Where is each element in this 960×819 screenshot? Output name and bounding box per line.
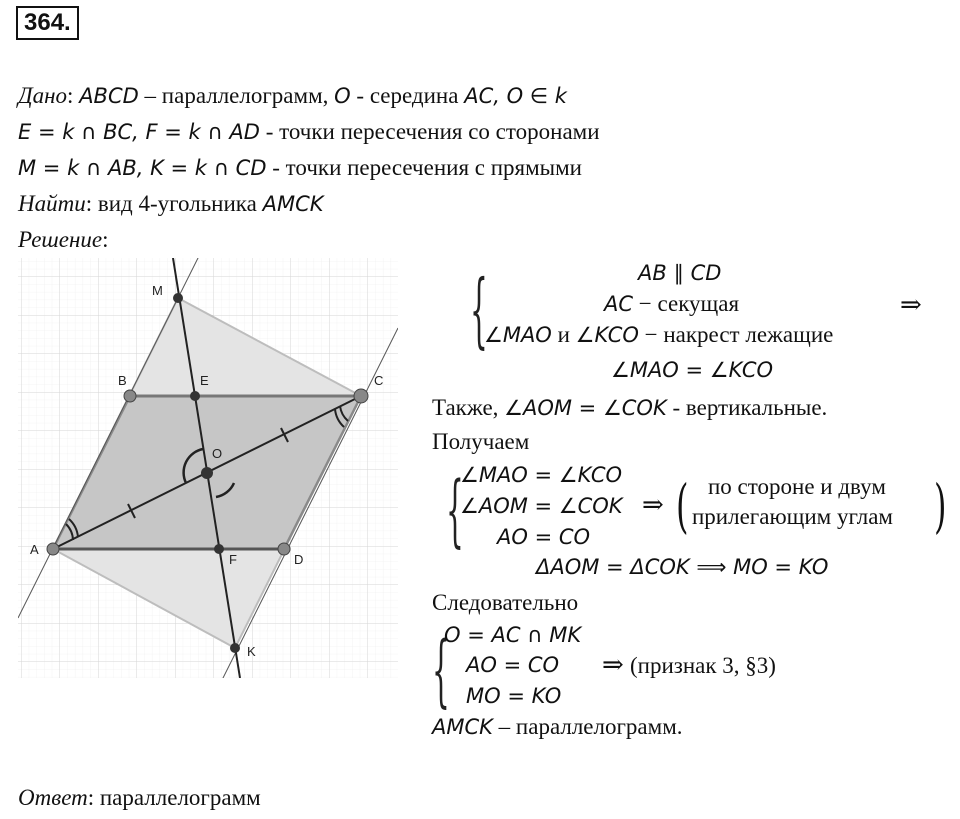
label-m: M — [152, 283, 163, 298]
reason-line2: прилегающим углам — [692, 504, 893, 529]
system1-l3a: ∠MAO — [484, 323, 552, 347]
system3-line3 — [466, 682, 561, 710]
system2-l1: ∠MAO = ∠KCO — [460, 463, 623, 487]
paren-right: ) — [934, 472, 947, 541]
label-f: F — [229, 552, 237, 567]
point-a — [47, 543, 59, 555]
system2-l2: ∠AOM = ∠COK — [460, 494, 623, 518]
brace-3: { — [432, 624, 450, 717]
label-o: O — [212, 446, 223, 461]
conclusion-math: AMCK — [432, 715, 493, 739]
point-c — [354, 389, 368, 403]
system1-line3 — [484, 321, 833, 349]
system3-l1: O = AC ∩ MK — [444, 623, 582, 647]
find-label: Найти — [18, 191, 86, 216]
label-e: E — [200, 373, 209, 388]
given-text-3: - точки пересечения со сторонами — [259, 119, 600, 144]
given-text-1: – параллелограмм, — [138, 83, 335, 108]
given-mk: M = k ∩ AB, K = k ∩ CD — [18, 156, 267, 180]
point-d — [278, 543, 290, 555]
given-line-1: Дано: ABCD – параллелограмм, O - середина AC, O ∈ k — [18, 83, 567, 108]
system1-l3d: − накрест лежащие — [638, 322, 834, 347]
label-b: B — [118, 373, 127, 388]
given-label: Дано — [18, 83, 68, 108]
system3-line2 — [466, 651, 559, 679]
reason-3: (признак 3, §3) — [630, 653, 776, 678]
solution-label: Решение — [18, 227, 103, 252]
system2-line2 — [460, 492, 623, 520]
angle-eq-math: ∠MAO = ∠KCO — [611, 358, 774, 382]
paren-left: ( — [676, 472, 689, 541]
parallelogram-figure — [18, 258, 398, 678]
solution-line: Решение: — [18, 227, 109, 252]
system1-line2 — [604, 290, 739, 318]
system1-l1: AB ∥ CD — [638, 261, 722, 285]
implies-1: ⇒ — [900, 290, 922, 319]
system1-l3c: ∠KCO — [575, 323, 639, 347]
given-ef: E = k ∩ BC, F = k ∩ AD — [18, 120, 260, 144]
system1-line1 — [638, 259, 721, 287]
also-c: - вертикальные. — [666, 395, 828, 420]
also-b: ∠AOM = ∠COK — [504, 396, 667, 420]
given-o: O — [334, 84, 351, 108]
system2-line3 — [497, 523, 590, 551]
implies-2: ⇒ — [642, 490, 664, 519]
point-o — [201, 467, 213, 479]
given-line-3 — [18, 154, 582, 182]
brace-2: { — [446, 464, 464, 557]
label-c: C — [374, 373, 384, 388]
also-line — [432, 394, 827, 422]
system1-l3b: и — [551, 322, 576, 347]
given-text-4: - точки пересечения с прямыми — [266, 155, 582, 180]
given-abcd: ABCD — [79, 84, 139, 108]
answer-label: Ответ — [18, 785, 88, 810]
system3-l3: MO = KO — [466, 684, 562, 708]
we-get: Получаем — [432, 429, 530, 454]
answer-line — [18, 784, 261, 812]
angle-equality — [611, 356, 773, 384]
system2-l3: AO = CO — [497, 525, 591, 549]
therefore: Следовательно — [432, 590, 579, 615]
system1-l2b: − секущая — [633, 291, 740, 316]
given-text-2: - середина — [350, 83, 465, 108]
system3-l2: AO = CO — [466, 653, 560, 677]
system2-line1 — [460, 461, 622, 489]
label-a: A — [30, 542, 39, 557]
system1-l2a: AC — [604, 292, 634, 316]
system3-line1 — [444, 621, 581, 649]
given-line-2 — [18, 118, 600, 146]
given-ac: AC, O ∈ k — [464, 84, 567, 108]
find-math: AMCK — [262, 192, 324, 216]
triangle-eq-math: ΔAOM = ΔCOK ⟹ MO = KO — [536, 555, 829, 579]
reason-line1: по стороне и двум — [708, 474, 886, 499]
answer-text: : параллелограмм — [87, 785, 261, 810]
point-m — [173, 293, 183, 303]
point-e — [190, 391, 200, 401]
find-line — [18, 190, 324, 218]
label-d: D — [294, 552, 304, 567]
also-a: Также, — [432, 395, 505, 420]
brace-1: { — [470, 262, 488, 358]
point-k — [230, 643, 240, 653]
label-k: K — [247, 644, 256, 659]
conclusion — [432, 713, 683, 741]
find-text: : вид 4-угольника — [85, 191, 263, 216]
problem-number: 364. — [16, 6, 79, 40]
point-f — [214, 544, 224, 554]
point-b — [124, 390, 136, 402]
conclusion-text: – параллелограмм. — [492, 714, 683, 739]
implies-3: ⇒ — [602, 650, 624, 679]
triangle-equality — [536, 553, 828, 581]
